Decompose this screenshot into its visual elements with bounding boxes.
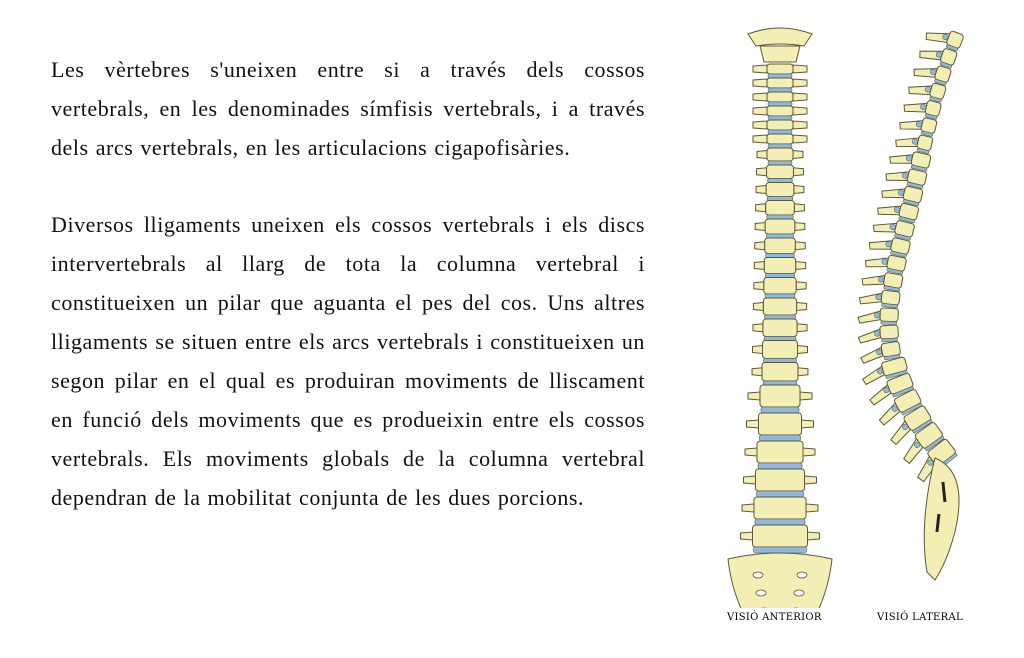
intervertebral-disc [764,359,797,363]
transverse-process [753,135,767,143]
intervertebral-disc [764,315,795,319]
vertebral-body [880,308,899,322]
transverse-process [802,420,814,428]
transverse-process [805,476,817,484]
transverse-process [793,79,807,87]
transverse-process [798,368,808,376]
transverse-process [753,121,767,129]
intervertebral-disc [766,234,794,238]
transverse-process [754,262,764,270]
transverse-process [795,242,805,250]
vertebral-body [767,134,793,144]
transverse-process [794,186,804,194]
transverse-process [793,65,807,73]
caption-lateral: VISIÓ LATERAL [877,612,963,623]
intervertebral-disc [754,547,807,553]
vertebral-body [767,165,794,179]
intervertebral-disc [768,161,792,165]
spine-lateral-view [858,23,964,580]
intervertebral-disc [768,116,792,120]
intervertebral-disc [758,463,802,469]
vertebral-body [767,78,793,88]
vertebral-body [765,238,796,254]
intervertebral-disc [881,321,897,325]
intervertebral-disc [768,130,792,134]
transverse-process [755,223,765,231]
vertebral-body [763,298,796,315]
sacral-foramen [794,590,804,596]
sacral-foramen [753,572,763,578]
transverse-process [796,262,806,270]
text-column [51,50,645,517]
vertebral-body [767,92,793,102]
transverse-process [747,420,759,428]
transverse-process [796,282,806,290]
axis-vertebra [760,46,800,62]
transverse-process [795,223,805,231]
lateral-vertebra [924,23,964,52]
sacrum-lateral [924,458,959,580]
transverse-process [753,324,763,332]
spine-figure [700,18,1010,638]
spine-illustration [700,18,1010,608]
intervertebral-disc [760,435,801,441]
transverse-process [745,448,757,456]
vertebral-body [763,341,798,359]
intervertebral-disc [755,519,805,525]
sacral-foramen [756,590,766,596]
transverse-process [753,107,767,115]
spine-anterior-view [728,28,832,608]
vertebral-body [762,363,798,382]
transverse-process [742,504,754,512]
intervertebral-disc [757,491,804,497]
paragraph-intro: Les vèrtebres s'uneixen entre si a través dels cossos vertebrals, en les denominades símfisis vertebrals, i a través dels arcs vertebrals, en les articulacions cigapofisàries. [51,57,645,160]
transverse-process [753,346,763,354]
vertebral-body [764,258,795,274]
transverse-process [757,168,767,176]
intervertebral-disc [768,179,793,183]
transverse-process [744,476,756,484]
atlas-vertebra [748,28,812,46]
transverse-process [752,368,762,376]
transverse-process [797,303,807,311]
intervertebral-foramen [874,312,880,318]
vertebral-body [767,148,793,161]
intervertebral-disc [768,88,792,92]
vertebral-body [756,469,805,491]
vertebral-body [765,219,795,234]
intervertebral-disc [768,74,792,78]
intervertebral-disc [768,102,792,106]
intervertebral-disc [763,381,797,385]
transverse-process [808,532,820,540]
transverse-process [793,107,807,115]
transverse-process [798,346,808,354]
vertebral-body [757,441,803,463]
lateral-vertebra [858,325,899,343]
vertebral-body [753,525,808,547]
intervertebral-disc [767,197,793,201]
transverse-process [797,324,807,332]
transverse-process [754,282,764,290]
vertebral-body [766,183,794,197]
vertebral-body [880,325,899,339]
sacrum [728,553,832,608]
transverse-process [794,204,804,212]
transverse-process [803,448,815,456]
intervertebral-disc [767,215,794,219]
intervertebral-disc [766,254,795,258]
vertebral-body [767,106,793,116]
transverse-process [741,532,753,540]
vertebral-body [767,120,793,130]
intervertebral-disc [768,144,792,148]
intervertebral-disc [765,294,795,298]
transverse-process [806,504,818,512]
vertebral-body [763,319,797,337]
transverse-process [753,65,767,73]
vertebral-body [759,413,802,435]
transverse-process [793,151,803,159]
transverse-process [793,135,807,143]
vertebral-body [764,278,796,295]
transverse-process [793,168,803,176]
transverse-process [753,303,763,311]
transverse-process [753,79,767,87]
lateral-vertebra [858,307,899,325]
vertebral-body [881,290,900,305]
paragraph-ligaments: Diversos lligaments uneixen els cossos vertebrals i els discs intervertebrals al llarg de tota la columna vertebral i constitueixen un pilar que aguanta el pes del cos. Uns altres lligaments se situen entre els arcs vertebrals i constitueixen un segon pilar en el qual es produiran moviments de lliscament en funció dels moviments que es produeixin entre els cossos vertebrals. Els moviments globals de la columna vertebral dependran de la mobilitat conjunta de les dues porcions. [51,212,645,510]
transverse-process [748,392,760,400]
transverse-process [756,186,766,194]
vertebral-body [754,497,806,519]
intervertebral-disc [764,337,796,341]
vertebral-body [760,385,800,407]
transverse-process [757,151,767,159]
transverse-process [753,93,767,101]
intervertebral-disc [761,407,799,413]
vertebral-body [766,201,795,216]
transverse-process [800,392,812,400]
intervertebral-disc [765,274,794,278]
transverse-process [756,204,766,212]
transverse-process [793,93,807,101]
vertebral-body [767,64,793,74]
intervertebral-foramen [874,331,880,337]
sacral-foramen [797,572,807,578]
transverse-process [793,121,807,129]
transverse-process [755,242,765,250]
caption-anterior: VISIÓ ANTERIOR [727,612,822,623]
